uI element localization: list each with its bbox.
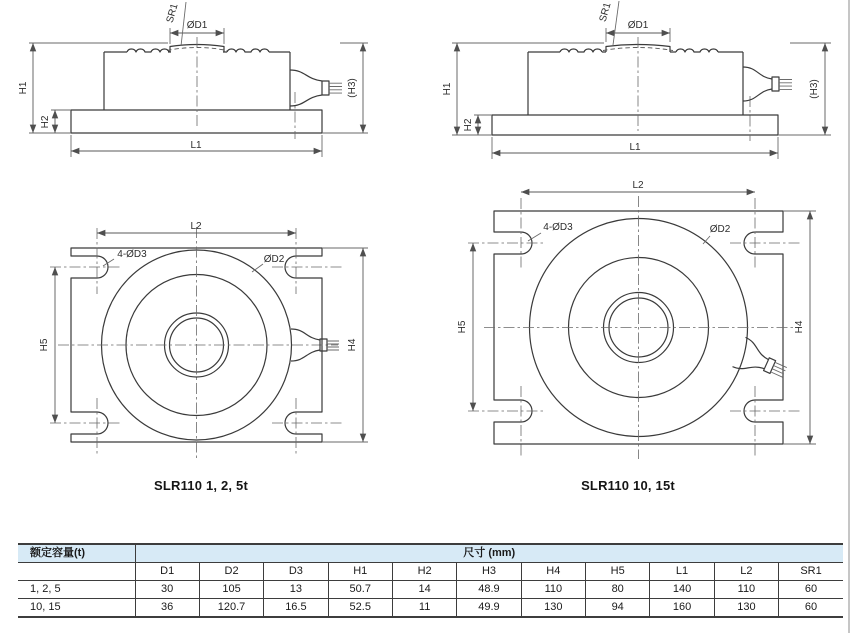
- cell: 50.7: [328, 581, 392, 599]
- dim-label-h4: H4: [794, 320, 805, 334]
- table-row: [18, 581, 843, 599]
- cell: 52.5: [328, 599, 392, 618]
- col-header-h4: H4: [521, 563, 585, 581]
- dim-label-sr1: SR1: [164, 2, 181, 25]
- dim-label-sr1: SR1: [597, 1, 614, 24]
- col-header-h3: H3: [457, 563, 521, 581]
- cell: 14: [392, 581, 456, 599]
- cell: 140: [650, 581, 714, 599]
- dim-label-h2: H2: [463, 118, 474, 132]
- col-header-d1: D1: [135, 563, 199, 581]
- dim-label-h2: H2: [40, 115, 51, 129]
- cell: 94: [586, 599, 650, 618]
- table-row: [18, 599, 843, 618]
- dim-label-od1: ØD1: [186, 20, 208, 31]
- top-view-large: [457, 180, 816, 459]
- cell: 60: [779, 599, 843, 618]
- dim-label-h3: (H3): [809, 79, 820, 99]
- col-header-h2: H2: [392, 563, 456, 581]
- dim-label-4xd3: 4-ØD3: [117, 249, 147, 260]
- cell: 130: [714, 599, 778, 618]
- cable-connector: [290, 70, 342, 106]
- cell: 48.9: [457, 581, 521, 599]
- dim-label-od2: ØD2: [709, 224, 731, 235]
- cell: 13: [264, 581, 328, 599]
- col-header-sr1: SR1: [779, 563, 843, 581]
- cell: 120.7: [199, 599, 263, 618]
- dim-label-l1: L1: [190, 140, 202, 151]
- col-header-l2: L2: [714, 563, 778, 581]
- capacity-cell: 1, 2, 5: [30, 583, 61, 595]
- dim-label-h4: H4: [347, 338, 358, 352]
- cell: 30: [135, 581, 199, 599]
- cable-connector: [743, 67, 792, 101]
- cell: 110: [521, 581, 585, 599]
- table-subheader-blank: [18, 563, 135, 581]
- table-subheader-row: [18, 563, 843, 581]
- dimensions-table: [18, 543, 843, 618]
- dim-label-h1: H1: [18, 81, 29, 95]
- capacity-cell: 10, 15: [30, 601, 61, 613]
- dim-label-4xd3: 4-ØD3: [543, 222, 573, 233]
- cell: 16.5: [264, 599, 328, 618]
- cell: 60: [779, 581, 843, 599]
- side-view-small: [18, 2, 368, 157]
- cell: 11: [392, 599, 456, 618]
- cell: 160: [650, 599, 714, 618]
- dim-label-od1: ØD1: [627, 20, 649, 31]
- dim-label-od2: ØD2: [263, 254, 285, 265]
- cell: 80: [586, 581, 650, 599]
- top-view-small: [39, 221, 368, 459]
- table-header-capacity: 额定容量(t): [18, 544, 135, 563]
- cell: 36: [135, 599, 199, 618]
- dim-label-l2: L2: [632, 180, 644, 191]
- col-header-h1: H1: [328, 563, 392, 581]
- table-header-dims: 尺寸 (mm): [135, 544, 843, 563]
- cell: 49.9: [457, 599, 521, 618]
- caption-slr110-small: SLR110 1, 2, 5t: [153, 478, 249, 493]
- dim-label-l1: L1: [629, 142, 641, 153]
- dim-label-h1: H1: [442, 82, 453, 96]
- col-header-d3: D3: [264, 563, 328, 581]
- dim-label-h5: H5: [39, 338, 50, 352]
- col-header-d2: D2: [199, 563, 263, 581]
- caption-slr110-large: SLR110 10, 15t: [581, 478, 675, 493]
- dim-label-l2: L2: [190, 221, 202, 232]
- cell: 130: [521, 599, 585, 618]
- dim-label-h5: H5: [457, 320, 468, 334]
- side-view-large: [442, 1, 831, 159]
- dim-label-h3: (H3): [347, 78, 358, 98]
- col-header-h5: H5: [586, 563, 650, 581]
- cell: 105: [199, 581, 263, 599]
- col-header-l1: L1: [650, 563, 714, 581]
- cell: 110: [714, 581, 778, 599]
